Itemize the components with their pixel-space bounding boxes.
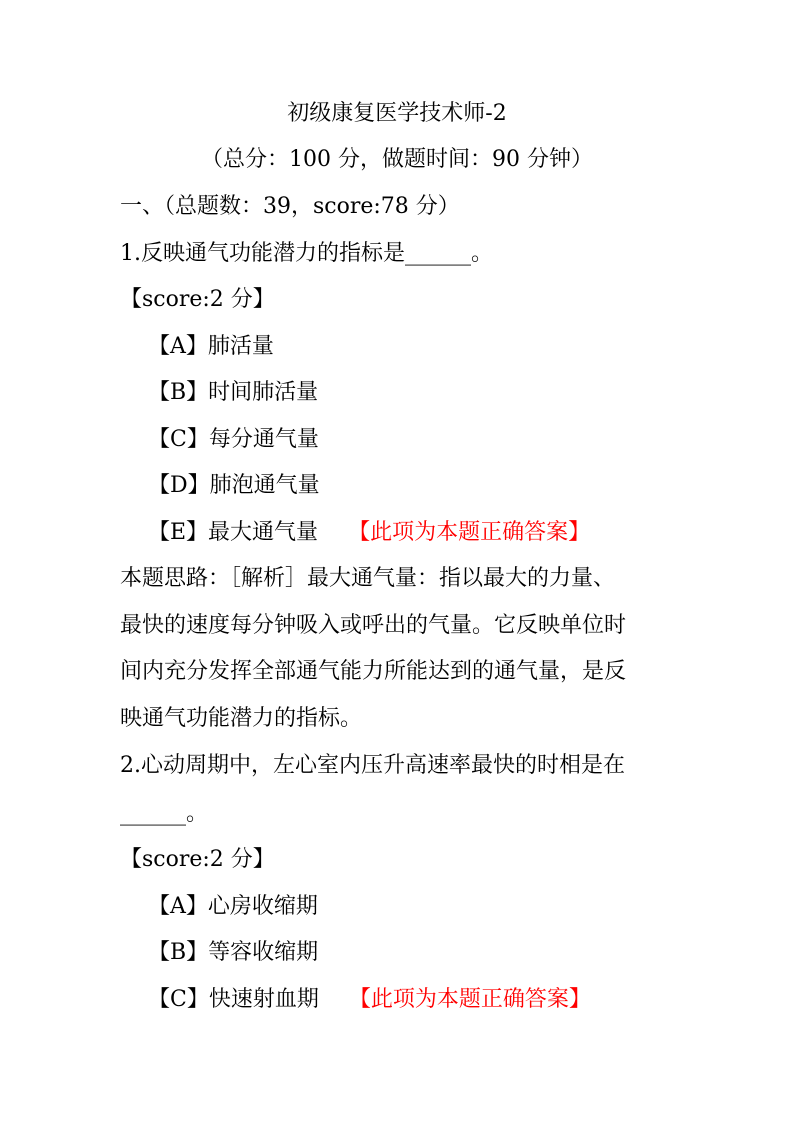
page-subtitle: （总分：100 分，做题时间：90 分钟） — [201, 147, 593, 172]
option-c — [148, 985, 591, 1015]
question-score: 【score:2 分】 — [120, 287, 275, 312]
option-e-label: 【E】最大通气量 — [148, 520, 319, 545]
section-header: 一、（总题数：39，score:78 分） — [120, 194, 460, 219]
option-c: 【C】每分通气量 — [148, 427, 319, 452]
explanation-line: 本题思路：［解析］最大通气量：指以最大的力量、 — [120, 566, 616, 591]
option-d: 【D】肺泡通气量 — [148, 473, 320, 498]
option-a: 【A】肺活量 — [148, 334, 274, 359]
question-stem: 2.心动周期中，左心室内压升高速率最快的时相是在 — [120, 753, 625, 778]
explanation-line: 最快的速度每分钟吸入或呼出的气量。它反映单位时 — [120, 613, 627, 638]
option-b: 【B】时间肺活量 — [148, 380, 319, 405]
question-stem: 1.反映通气功能潜力的指标是______。 — [120, 241, 493, 266]
explanation-line: 映通气功能潜力的指标。 — [120, 706, 363, 731]
correct-answer-mark: 【此项为本题正确答案】 — [348, 520, 591, 545]
question-score: 【score:2 分】 — [120, 847, 275, 872]
explanation-line: 间内充分发挥全部通气能力所能达到的通气量，是反 — [120, 659, 627, 684]
option-e — [148, 518, 590, 548]
page-title: 初级康复医学技术师-2 — [287, 101, 507, 126]
option-b: 【B】等容收缩期 — [148, 940, 319, 965]
option-a: 【A】心房收缩期 — [148, 894, 318, 919]
option-c-label: 【C】快速射血期 — [148, 987, 319, 1012]
correct-answer-mark: 【此项为本题正确答案】 — [348, 987, 591, 1012]
question-stem-continued: ______。 — [120, 801, 209, 826]
